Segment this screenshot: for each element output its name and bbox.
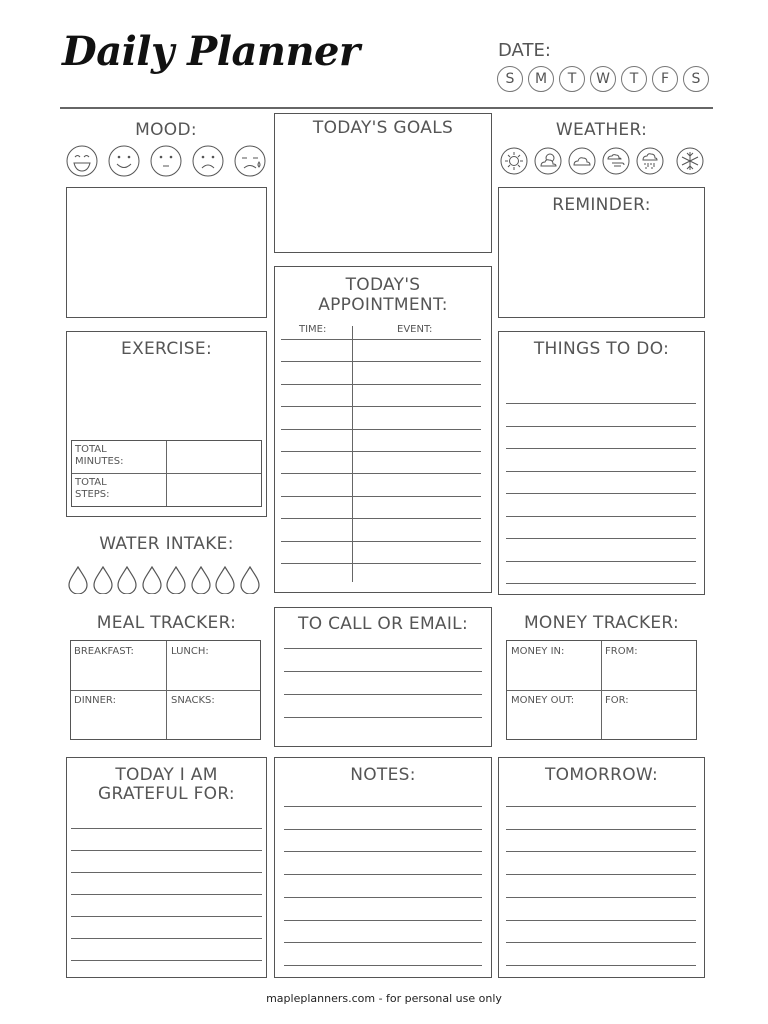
water-drop-icon[interactable] — [191, 566, 211, 594]
day-tuesday[interactable]: T — [559, 66, 585, 92]
total-minutes-field[interactable] — [167, 441, 261, 473]
writing-line[interactable] — [506, 538, 696, 539]
writing-line[interactable] — [281, 496, 481, 497]
writing-line[interactable] — [284, 851, 482, 852]
notes-box — [274, 757, 492, 978]
date-label: DATE: — [498, 40, 551, 61]
crying-face-icon[interactable] — [234, 145, 266, 177]
partly-cloudy-icon[interactable] — [534, 147, 562, 175]
money-out-label: MONEY OUT: — [511, 695, 575, 706]
writing-line[interactable] — [506, 897, 696, 898]
writing-line[interactable] — [506, 851, 696, 852]
water-drop-icon[interactable] — [215, 566, 235, 594]
day-wednesday[interactable]: W — [590, 66, 616, 92]
breakfast-label: BREAKFAST: — [74, 646, 134, 657]
water-drop-icon[interactable] — [166, 566, 186, 594]
day-friday[interactable]: F — [652, 66, 678, 92]
total-steps-label-1: TOTAL — [75, 477, 107, 488]
writing-line[interactable] — [71, 894, 262, 895]
water-heading: WATER INTAKE: — [99, 534, 234, 554]
appointment-column-divider — [352, 326, 353, 582]
footer-text: mapleplanners.com - for personal use only — [266, 992, 502, 1005]
writing-line[interactable] — [284, 942, 482, 943]
writing-line[interactable] — [281, 518, 481, 519]
total-minutes-label-2: MINUTES: — [75, 456, 124, 467]
water-drop-icon[interactable] — [68, 566, 88, 594]
things-to-do-heading: THINGS TO DO: — [533, 339, 670, 359]
writing-line[interactable] — [506, 806, 696, 807]
writing-line[interactable] — [71, 828, 262, 829]
sun-icon[interactable] — [500, 147, 528, 175]
writing-line[interactable] — [284, 920, 482, 921]
mood-notes-box[interactable] — [66, 187, 267, 318]
total-minutes-label-1: TOTAL — [75, 444, 107, 455]
page-title: Daily Planner — [62, 28, 360, 75]
writing-line[interactable] — [284, 897, 482, 898]
grateful-heading-line2: GRATEFUL FOR: — [98, 784, 235, 804]
writing-line[interactable] — [281, 451, 481, 452]
day-saturday[interactable]: S — [683, 66, 709, 92]
water-drop-icon[interactable] — [93, 566, 113, 594]
tomorrow-box — [498, 757, 705, 978]
writing-line[interactable] — [506, 561, 696, 562]
writing-line[interactable] — [71, 916, 262, 917]
writing-line[interactable] — [284, 874, 482, 875]
writing-line[interactable] — [281, 339, 481, 340]
event-column-label: EVENT: — [397, 324, 433, 335]
meal-table-vdivider — [166, 641, 167, 739]
goals-box[interactable] — [274, 113, 492, 253]
total-steps-field[interactable] — [167, 474, 261, 506]
money-table-vdivider — [601, 641, 602, 739]
water-drop-icon[interactable] — [117, 566, 137, 594]
writing-line[interactable] — [71, 938, 262, 939]
call-email-box — [274, 607, 492, 747]
header-divider — [60, 107, 713, 109]
laughing-face-icon[interactable] — [66, 145, 98, 177]
writing-line[interactable] — [281, 563, 481, 564]
writing-line[interactable] — [506, 583, 696, 584]
meal-table — [70, 640, 261, 740]
writing-line[interactable] — [506, 493, 696, 494]
writing-line[interactable] — [71, 872, 262, 873]
water-drop-icon[interactable] — [240, 566, 260, 594]
meal-heading: MEAL TRACKER: — [96, 613, 237, 633]
money-in-label: MONEY IN: — [511, 646, 565, 657]
writing-line[interactable] — [71, 850, 262, 851]
notes-heading: NOTES: — [350, 765, 416, 785]
writing-line[interactable] — [284, 671, 482, 672]
money-table — [506, 640, 697, 740]
lunch-label: LUNCH: — [171, 646, 209, 657]
grateful-box — [66, 757, 267, 978]
water-drop-icon[interactable] — [142, 566, 162, 594]
writing-line[interactable] — [506, 942, 696, 943]
writing-line[interactable] — [506, 874, 696, 875]
writing-line[interactable] — [281, 473, 481, 474]
goals-heading: TODAY'S GOALS — [312, 118, 454, 138]
exercise-heading: EXERCISE: — [121, 339, 212, 359]
reminder-heading: REMINDER: — [552, 195, 651, 215]
day-sunday[interactable]: S — [497, 66, 523, 92]
writing-line[interactable] — [284, 717, 482, 718]
writing-line[interactable] — [284, 829, 482, 830]
writing-line[interactable] — [506, 920, 696, 921]
writing-line[interactable] — [281, 429, 481, 430]
writing-line[interactable] — [506, 448, 696, 449]
sad-face-icon[interactable] — [192, 145, 224, 177]
things-to-do-box — [498, 331, 705, 595]
for-label: FOR: — [605, 695, 629, 706]
weather-heading: WEATHER: — [555, 120, 648, 140]
money-heading: MONEY TRACKER: — [523, 613, 680, 633]
writing-line[interactable] — [284, 965, 482, 966]
writing-line[interactable] — [506, 516, 696, 517]
grateful-heading-line1: TODAY I AM — [115, 765, 218, 785]
from-label: FROM: — [605, 646, 638, 657]
snow-icon[interactable] — [676, 147, 704, 175]
writing-line[interactable] — [71, 960, 262, 961]
writing-line[interactable] — [281, 361, 481, 362]
writing-line[interactable] — [281, 406, 481, 407]
writing-line[interactable] — [284, 806, 482, 807]
writing-line[interactable] — [506, 965, 696, 966]
writing-line[interactable] — [506, 471, 696, 472]
call-email-heading: TO CALL OR EMAIL: — [298, 614, 468, 634]
windy-icon[interactable] — [602, 147, 630, 175]
tomorrow-heading: TOMORROW: — [544, 765, 659, 785]
snacks-label: SNACKS: — [171, 695, 215, 706]
appointment-heading-line2: APPOINTMENT: — [318, 295, 448, 315]
writing-line[interactable] — [281, 384, 481, 385]
exercise-box — [66, 331, 267, 517]
reminder-box[interactable] — [498, 187, 705, 318]
writing-line[interactable] — [506, 426, 696, 427]
writing-line[interactable] — [281, 541, 481, 542]
exercise-totals-table — [71, 440, 262, 507]
appointment-heading-line1: TODAY'S — [345, 275, 421, 295]
day-thursday[interactable]: T — [621, 66, 647, 92]
writing-line[interactable] — [506, 403, 696, 404]
cloudy-icon[interactable] — [568, 147, 596, 175]
dinner-label: DINNER: — [74, 695, 116, 706]
day-monday[interactable]: M — [528, 66, 554, 92]
smiling-face-icon[interactable] — [108, 145, 140, 177]
total-steps-label-2: STEPS: — [75, 489, 110, 500]
mood-heading: MOOD: — [135, 120, 197, 140]
time-column-label: TIME: — [299, 324, 327, 335]
writing-line[interactable] — [284, 694, 482, 695]
writing-line[interactable] — [284, 648, 482, 649]
appointment-box — [274, 266, 492, 593]
neutral-face-icon[interactable] — [150, 145, 182, 177]
rain-icon[interactable] — [636, 147, 664, 175]
writing-line[interactable] — [506, 829, 696, 830]
